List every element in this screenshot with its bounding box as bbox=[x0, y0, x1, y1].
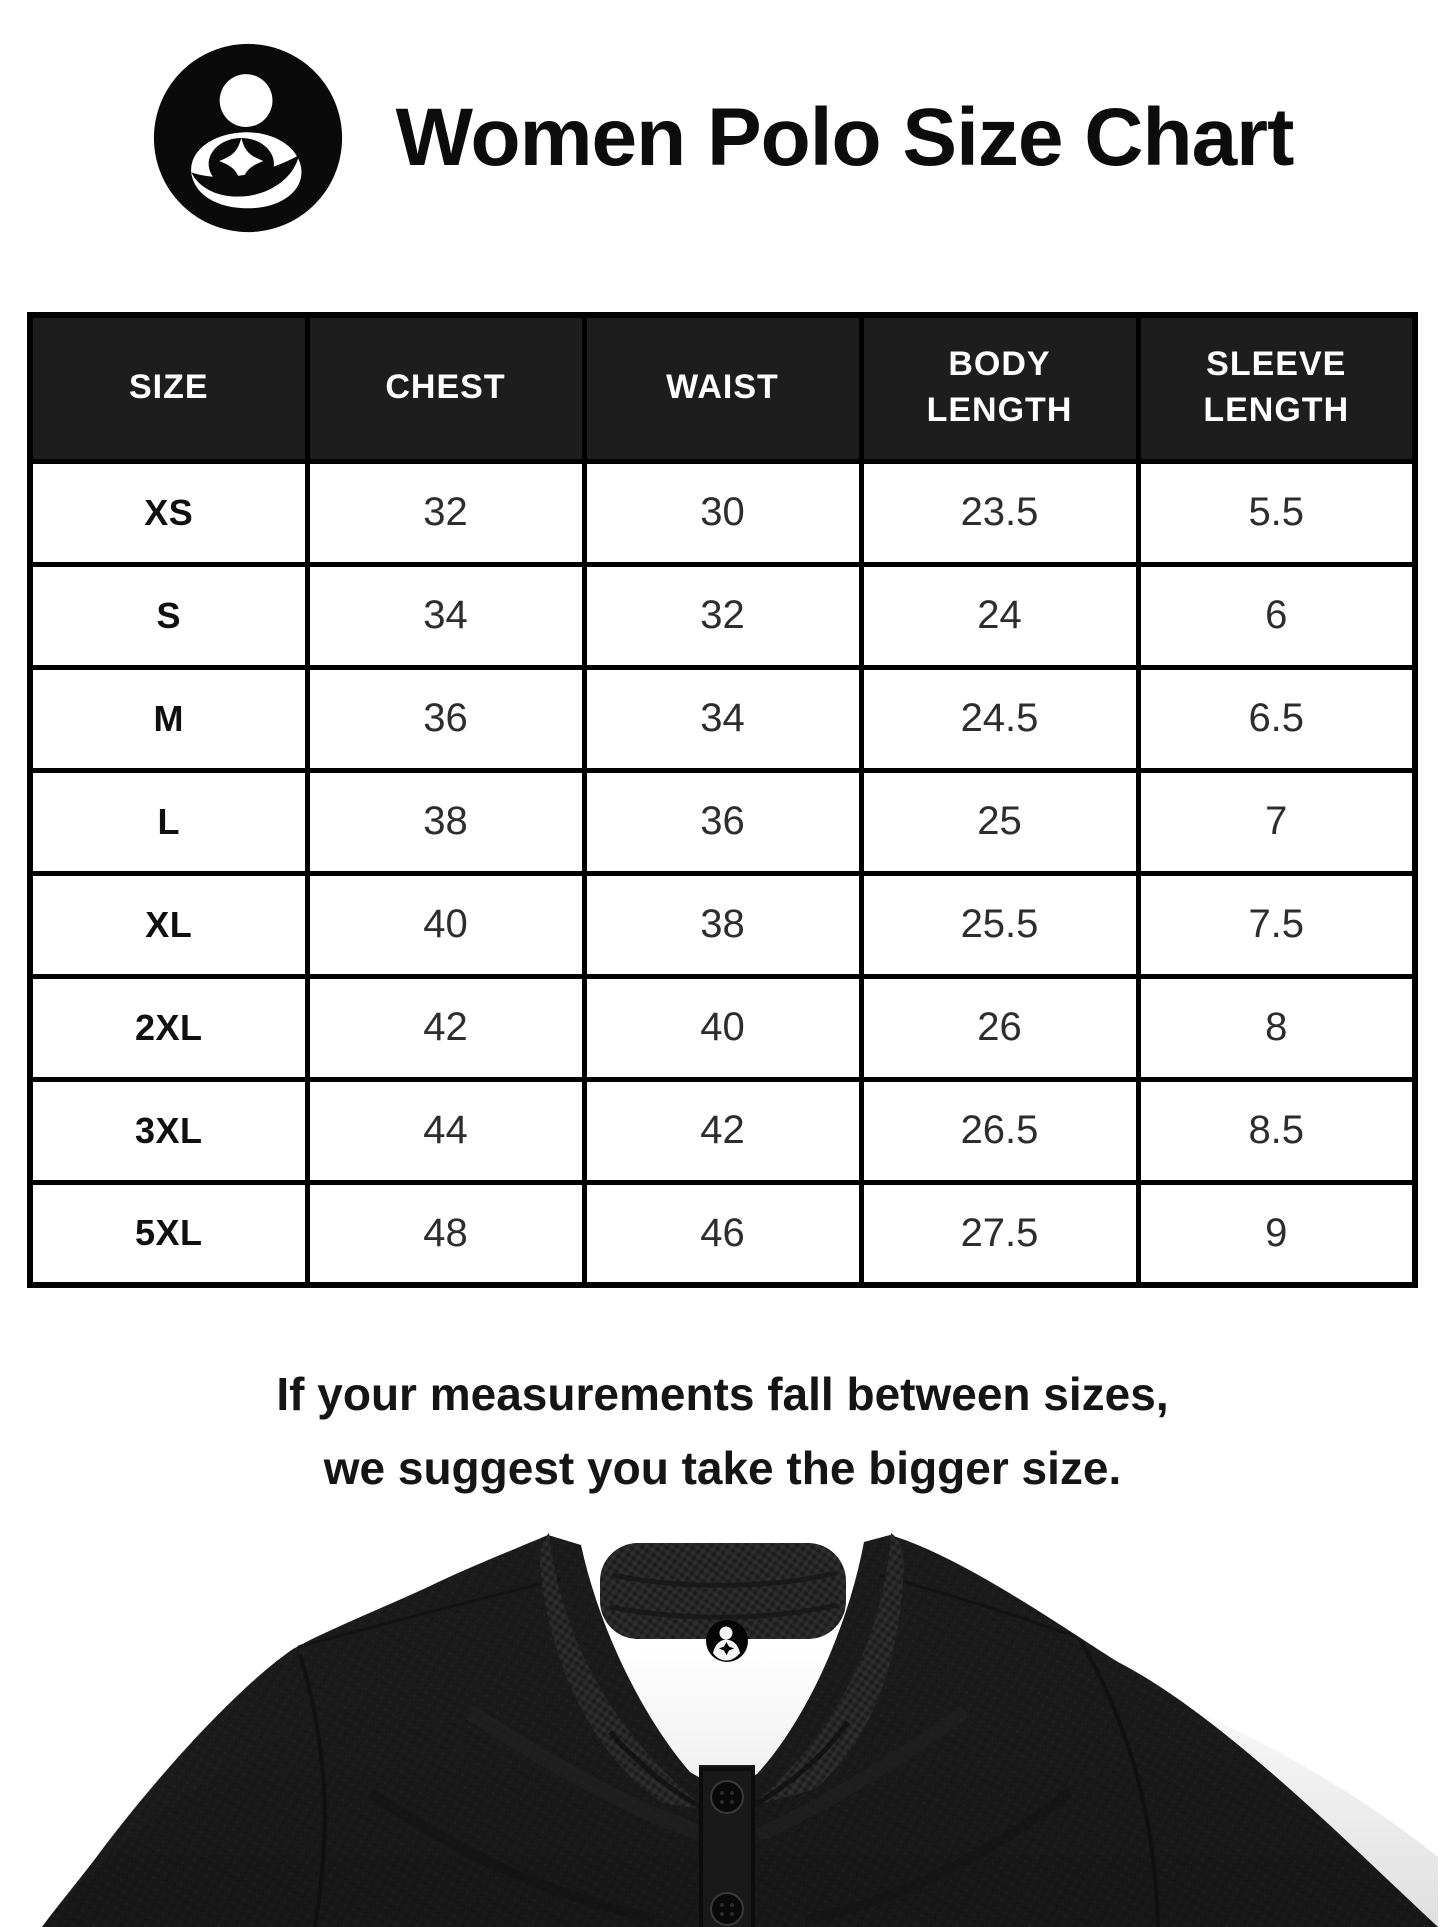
table-row-s bbox=[30, 564, 1415, 667]
body-length-value: 24.5 bbox=[861, 667, 1138, 770]
size-label: S bbox=[30, 564, 307, 667]
polo-button bbox=[711, 1781, 743, 1813]
body-length-value: 24 bbox=[861, 564, 1138, 667]
table-header-row bbox=[30, 315, 1415, 461]
sleeve-length-value: 8 bbox=[1138, 976, 1415, 1079]
waist-value: 46 bbox=[584, 1182, 861, 1285]
size-label: 2XL bbox=[30, 976, 307, 1079]
body-length-value: 25 bbox=[861, 770, 1138, 873]
size-label: XS bbox=[30, 461, 307, 564]
table-row-2xl bbox=[30, 976, 1415, 1079]
size-label: 5XL bbox=[30, 1182, 307, 1285]
header bbox=[0, 42, 1445, 234]
sizing-note-line2: we suggest you take the bigger size. bbox=[323, 1441, 1122, 1494]
chest-value: 44 bbox=[307, 1079, 584, 1182]
chest-value: 42 bbox=[307, 976, 584, 1079]
brand-logo-icon bbox=[152, 42, 344, 234]
size-label: XL bbox=[30, 873, 307, 976]
sleeve-length-value: 7 bbox=[1138, 770, 1415, 873]
chest-value: 48 bbox=[307, 1182, 584, 1285]
polo-button bbox=[711, 1893, 743, 1925]
column-header-sleeve-length: SLEEVE LENGTH bbox=[1138, 315, 1415, 461]
chest-value: 38 bbox=[307, 770, 584, 873]
size-label: 3XL bbox=[30, 1079, 307, 1182]
body-length-value: 26.5 bbox=[861, 1079, 1138, 1182]
table-row-xl bbox=[30, 873, 1415, 976]
column-header-body-length: BODY LENGTH bbox=[861, 315, 1138, 461]
table-row-l bbox=[30, 770, 1415, 873]
sleeve-length-value: 5.5 bbox=[1138, 461, 1415, 564]
waist-value: 36 bbox=[584, 770, 861, 873]
table-row-xs bbox=[30, 461, 1415, 564]
table-row-3xl bbox=[30, 1079, 1415, 1182]
waist-value: 38 bbox=[584, 873, 861, 976]
waist-value: 34 bbox=[584, 667, 861, 770]
column-header-chest: CHEST bbox=[307, 315, 584, 461]
sizing-note bbox=[0, 1358, 1445, 1505]
size-chart-table bbox=[27, 312, 1418, 1288]
column-header-size: SIZE bbox=[30, 315, 307, 461]
waist-value: 42 bbox=[584, 1079, 861, 1182]
sleeve-length-value: 6.5 bbox=[1138, 667, 1415, 770]
chest-value: 40 bbox=[307, 873, 584, 976]
chest-value: 36 bbox=[307, 667, 584, 770]
body-length-value: 23.5 bbox=[861, 461, 1138, 564]
sleeve-length-value: 8.5 bbox=[1138, 1079, 1415, 1182]
sleeve-length-value: 7.5 bbox=[1138, 873, 1415, 976]
sleeve-length-value: 9 bbox=[1138, 1182, 1415, 1285]
size-label: L bbox=[30, 770, 307, 873]
body-length-value: 27.5 bbox=[861, 1182, 1138, 1285]
size-label: M bbox=[30, 667, 307, 770]
sizing-note-line1: If your measurements fall between sizes, bbox=[276, 1368, 1169, 1420]
chest-value: 34 bbox=[307, 564, 584, 667]
table-row-m bbox=[30, 667, 1415, 770]
page-title: Women Polo Size Chart bbox=[395, 92, 1294, 183]
waist-value: 32 bbox=[584, 564, 861, 667]
table-row-5xl bbox=[30, 1182, 1415, 1285]
column-header-waist: WAIST bbox=[584, 315, 861, 461]
sleeve-length-value: 6 bbox=[1138, 564, 1415, 667]
neck-label-logo-icon bbox=[706, 1620, 748, 1662]
waist-value: 40 bbox=[584, 976, 861, 1079]
body-length-value: 26 bbox=[861, 976, 1138, 1079]
chest-value: 32 bbox=[307, 461, 584, 564]
waist-value: 30 bbox=[584, 461, 861, 564]
body-length-value: 25.5 bbox=[861, 873, 1138, 976]
polo-shirt-image bbox=[0, 1527, 1445, 1927]
